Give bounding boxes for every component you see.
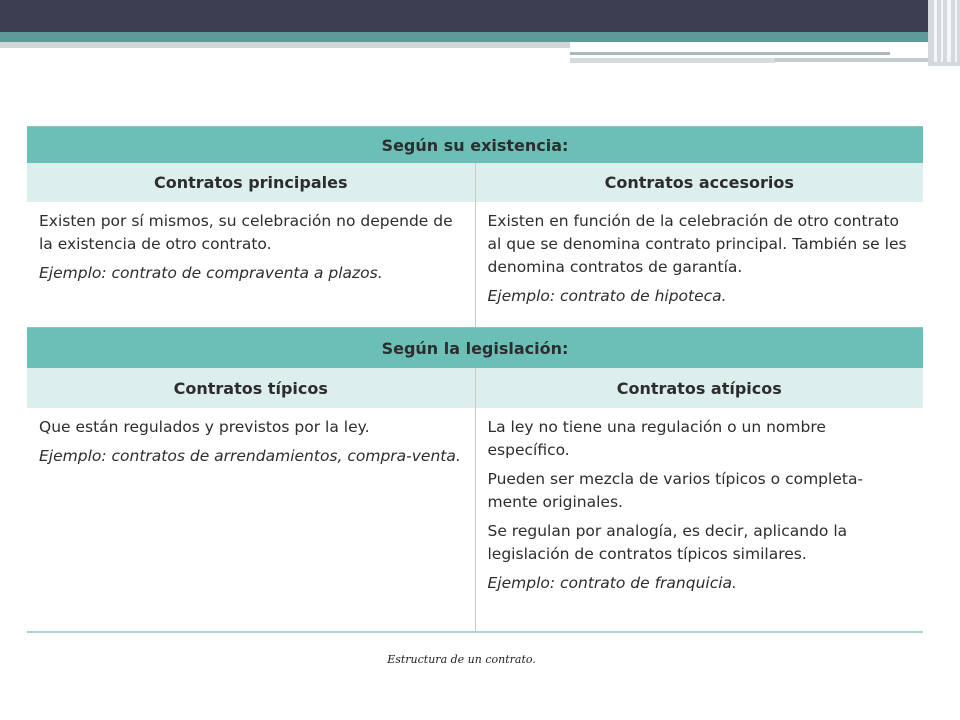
column-heading: Contratos principales (154, 173, 348, 192)
cell-principales (27, 202, 475, 327)
example-text: Ejemplo: contrato de compraventa a plazos. (39, 264, 383, 282)
cell-text: Se regulan por analogía, es decir, aplicando la legislación de contratos típicos similares. (487, 522, 848, 563)
corner-stripe (934, 0, 937, 62)
cell-accesorios (475, 202, 924, 327)
example-text: Ejemplo: contrato de hipoteca. (487, 287, 727, 305)
column-heading: Contratos accesorios (604, 173, 794, 192)
column-header-principales (27, 163, 475, 202)
section-title: Según su existencia: (381, 135, 569, 155)
contracts-table (27, 126, 923, 631)
cell-atipicos (475, 408, 924, 631)
column-header-atipicos (475, 368, 924, 408)
example-text: Ejemplo: contratos de arrendamientos, compra-venta. (39, 447, 461, 465)
divider-line (775, 58, 935, 62)
cell-text: Que están regulados y previstos por la ley. (39, 418, 370, 436)
column-header-tipicos (27, 368, 475, 408)
example-text: Ejemplo: contrato de franquicia. (487, 574, 737, 592)
corner-stripe (955, 0, 957, 62)
accent-band (0, 32, 960, 42)
cell-tipicos (27, 408, 475, 631)
corner-stripe (947, 0, 951, 62)
table-bottom-border (27, 631, 923, 633)
title-bar (0, 0, 960, 32)
column-heading: Contratos atípicos (616, 378, 782, 398)
column-headers-row (27, 368, 923, 408)
figure-caption: Estructura de un contrato. (387, 653, 536, 666)
cell-text: La ley no tiene una regulación o un nombre específico. (487, 418, 826, 459)
corner-stripe (941, 0, 943, 62)
divider-line (0, 42, 570, 48)
cell-text: Existen por sí mismos, su celebración no depende de la existencia de otro contrato. (39, 212, 453, 253)
section-header-legislacion (27, 327, 923, 368)
divider-line (570, 52, 890, 55)
cell-text: Pueden ser mezcla de varios típicos o completa-mente originales. (487, 470, 864, 511)
table-row (27, 202, 923, 327)
column-header-accesorios (475, 163, 924, 202)
table-row (27, 408, 923, 631)
section-header-existencia (27, 126, 923, 163)
divider-line (570, 58, 775, 63)
column-headers-row (27, 163, 923, 202)
column-heading: Contratos típicos (173, 378, 328, 398)
divider-gap (570, 42, 890, 48)
cell-text: Existen en función de la celebración de otro contrato al que se denomina contrato principal. También se les denomina contratos de garantía. (487, 212, 907, 276)
section-title: Según la legislación: (381, 338, 569, 358)
